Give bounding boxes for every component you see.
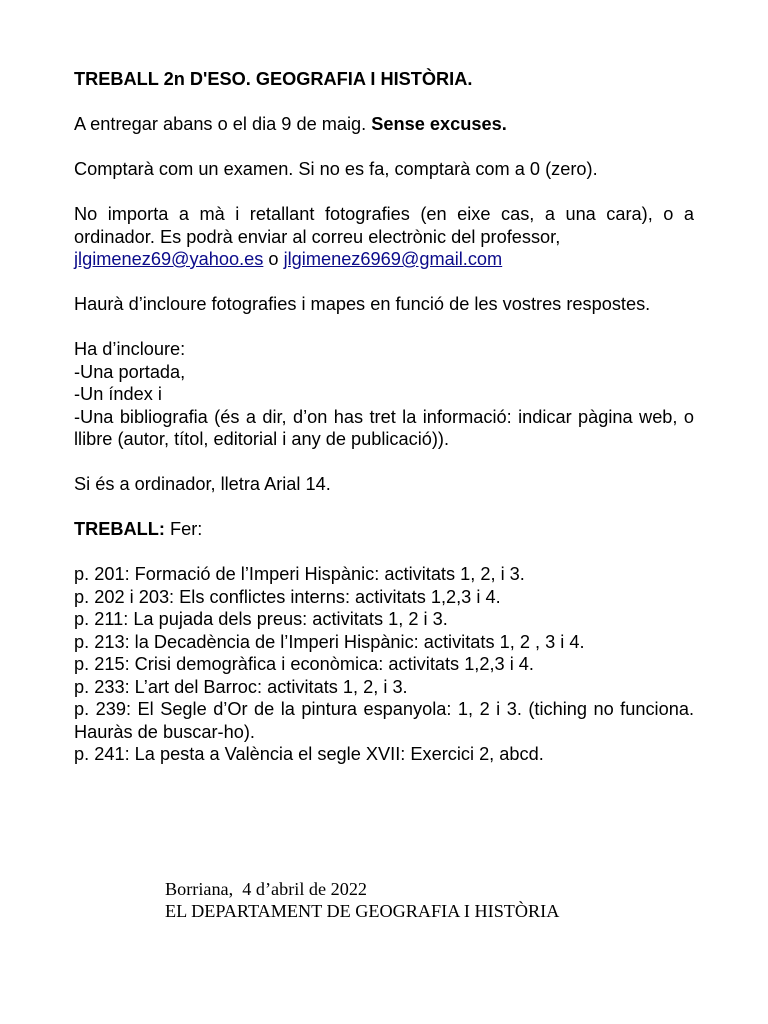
exam-note: Comptarà com un examen. Si no es fa, comptarà com a 0 (zero). — [74, 159, 598, 179]
deadline-line — [74, 113, 694, 136]
signature-department: EL DEPARTAMENT DE GEOGRAFIA I HISTÒRIA — [165, 901, 560, 921]
task-list — [74, 563, 694, 766]
include-item: -Un índex i — [74, 384, 162, 404]
work-label: TREBALL: — [74, 519, 165, 539]
email-link-gmail[interactable]: jlgimenez6969@gmail.com — [283, 249, 503, 269]
task-item: p. 202 i 203: Els conflictes interns: activitats 1,2,3 i 4. — [74, 586, 501, 607]
format-text: No importa a mà i retallant fotografies (en eixe cas, a una cara), o a ordinador. Es podrà enviar al correu electrònic del professor, — [74, 204, 694, 247]
task-item: p. 233: L’art del Barroc: activitats 1, 2, i 3. — [74, 676, 408, 697]
include-section — [74, 338, 694, 451]
task-item: p. 201: Formació de l’Imperi Hispànic: activitats 1, 2, i 3. — [74, 564, 525, 584]
task-item: p. 213: la Decadència de l’Imperi Hispànic: activitats 1, 2 , 3 i 4. — [74, 631, 585, 652]
document-body — [74, 68, 694, 766]
task-item: p. 239: El Segle d’Or de la pintura espanyola: 1, 2 i 3. (tiching no funciona. Hauràs de buscar-ho). — [74, 699, 694, 742]
task-item: p. 215: Crisi demogràfica i econòmica: activitats 1,2,3 i 4. — [74, 654, 534, 674]
signature-block — [165, 878, 559, 922]
deadline-emphasis: Sense excuses. — [371, 114, 507, 134]
work-text: Fer: — [164, 519, 203, 539]
include-item: -Una bibliografia (és a dir, d’on has tret la informació: indicar pàgina web, o llibre (autor, títol, editorial i any de publicació)). — [74, 406, 694, 449]
email-separator: o — [263, 249, 284, 269]
include-heading: Ha d’incloure: — [74, 339, 186, 359]
work-heading — [74, 518, 694, 541]
task-item: p. 241: La pesta a València el segle XVII: Exercici 2, abcd. — [74, 744, 544, 764]
font-note: Si és a ordinador, lletra Arial 14. — [74, 474, 331, 494]
signature-place-date: Borriana, 4 d’abril de 2022 — [165, 879, 368, 899]
photos-note: Haurà d’incloure fotografies i mapes en funció de les vostres respostes. — [74, 294, 651, 314]
format-paragraph — [74, 203, 694, 271]
include-item: -Una portada, — [74, 361, 186, 382]
email-link-yahoo[interactable]: jlgimenez69@yahoo.es — [74, 249, 264, 269]
task-item: p. 211: La pujada dels preus: activitats 1, 2 i 3. — [74, 609, 448, 629]
document-title: TREBALL 2n D'ESO. GEOGRAFIA I HISTÒRIA. — [74, 69, 473, 89]
deadline-text: A entregar abans o el dia 9 de maig. — [74, 114, 372, 134]
